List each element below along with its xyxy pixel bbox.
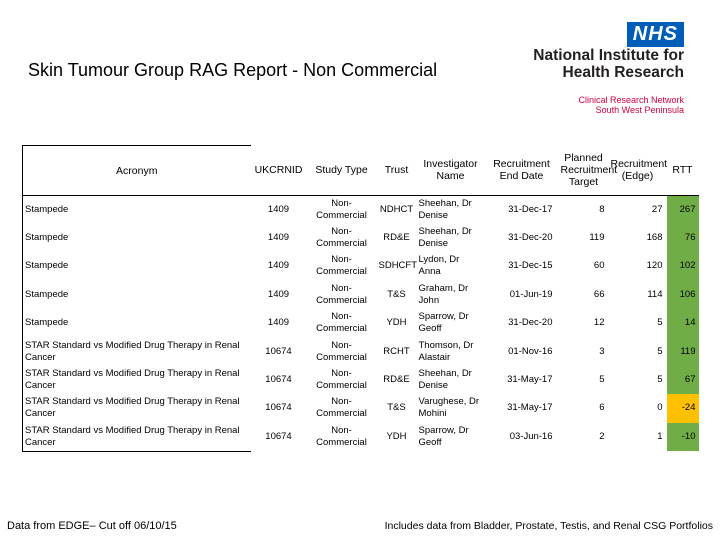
cell-ukcrnid: 1409 (267, 317, 290, 329)
cell-trust: T&S (387, 402, 406, 414)
table-row (23, 337, 699, 365)
cell-rtt: 267 (667, 196, 699, 224)
cell-acronym: STAR Standard vs Modified Drug Therapy in Renal Cancer (23, 394, 251, 422)
cell-investigator: Sheehan, Dr Denise (418, 226, 472, 250)
header-recruitment-edge: Recruitment (Edge) (609, 146, 667, 196)
cell-trust: RD&E (383, 374, 410, 386)
cell-acronym: STAR Standard vs Modified Drug Therapy in Renal Cancer (23, 366, 251, 394)
cell-recruitment: 5 (657, 374, 663, 386)
cell-ukcrnid: 1409 (267, 203, 290, 215)
cell-planned-target: 60 (593, 260, 605, 272)
logo-line-2: Health Research (562, 64, 684, 81)
cell-trust: RD&E (383, 232, 410, 244)
cell-investigator: Sheehan, Dr Denise (418, 368, 472, 392)
cell-investigator: Thomson, Dr Alastair (418, 339, 474, 363)
table-row (23, 196, 699, 224)
cell-ukcrnid: 1409 (267, 288, 290, 300)
nihr-logo (484, 22, 684, 115)
cell-planned-target: 2 (599, 430, 605, 442)
cell-study-type: Non-Commercial (316, 396, 367, 420)
cell-study-type: Non-Commercial (316, 311, 367, 335)
cell-trust: RCHT (383, 345, 410, 357)
cell-rtt: -10 (667, 423, 699, 451)
footer-note: Includes data from Bladder, Prostate, Testis, and Renal CSG Portfolios (384, 520, 713, 532)
cell-acronym: STAR Standard vs Modified Drug Therapy in Renal Cancer (23, 423, 251, 451)
cell-study-type: Non-Commercial (316, 226, 367, 250)
cell-recruitment: 1 (657, 430, 663, 442)
cell-acronym: Stampede (23, 224, 251, 252)
network-name (484, 95, 684, 115)
nhs-logo: NHS (627, 22, 684, 47)
cell-study-type: Non-Commercial (316, 282, 367, 306)
header-study-type: Study Type (307, 146, 377, 196)
cell-acronym: Stampede (23, 252, 251, 280)
header-rtt: RTT (667, 146, 699, 196)
header-ukcrnid: UKCRNID (251, 146, 307, 196)
cell-rtt: 102 (667, 252, 699, 280)
logo-line-1: National Institute for (533, 47, 684, 64)
cell-acronym: Stampede (23, 196, 251, 224)
cell-trust: YDH (386, 430, 407, 442)
table-header-row (23, 146, 699, 196)
cell-end-date: 31-May-17 (507, 402, 553, 414)
cell-end-date: 01-Nov-16 (508, 345, 553, 357)
cell-acronym: Stampede (23, 309, 251, 337)
cell-investigator: Varughese, Dr Mohini (418, 396, 480, 420)
cell-end-date: 03-Jun-16 (509, 430, 553, 442)
cell-end-date: 31-Dec-20 (508, 232, 553, 244)
cell-recruitment: 114 (647, 288, 663, 300)
header-planned-target: Planned Recruitment Target (559, 146, 609, 196)
header-trust: Trust (377, 146, 417, 196)
header-acronym: Acronym (23, 146, 251, 196)
cell-trust: NDHCT (379, 203, 414, 215)
cell-rtt: -24 (667, 394, 699, 422)
cell-investigator: Sparrow, Dr Geoff (418, 424, 469, 448)
cell-end-date: 31-Dec-20 (508, 317, 553, 329)
cell-study-type: Non-Commercial (316, 368, 367, 392)
cell-rtt: 106 (667, 281, 699, 309)
cell-ukcrnid: 10674 (265, 430, 292, 442)
cell-rtt: 119 (667, 337, 699, 365)
network-line-1: Clinical Research Network (578, 95, 684, 105)
cell-acronym: Stampede (23, 281, 251, 309)
network-line-2: South West Peninsula (595, 105, 684, 115)
cell-recruitment: 168 (646, 232, 663, 244)
cell-trust: T&S (387, 288, 406, 300)
cell-investigator: Sparrow, Dr Geoff (418, 311, 469, 335)
cell-planned-target: 6 (599, 402, 605, 414)
cell-investigator: Graham, Dr John (418, 282, 469, 306)
header-investigator: Investigator Name (417, 146, 485, 196)
cell-ukcrnid: 10674 (265, 374, 292, 386)
cell-end-date: 01-Jun-19 (509, 288, 553, 300)
cell-ukcrnid: 10674 (265, 402, 292, 414)
table-row (23, 423, 699, 451)
cell-recruitment: 27 (651, 203, 663, 215)
table-row (23, 309, 699, 337)
cell-ukcrnid: 10674 (265, 345, 292, 357)
cell-study-type: Non-Commercial (316, 197, 367, 221)
cell-acronym: STAR Standard vs Modified Drug Therapy in Renal Cancer (23, 337, 251, 365)
footer-data-source: Data from EDGE– Cut off 06/10/15 (7, 520, 177, 532)
cell-investigator: Sheehan, Dr Denise (418, 197, 472, 221)
cell-planned-target: 5 (599, 374, 605, 386)
cell-recruitment: 0 (657, 402, 663, 414)
table-row (23, 281, 699, 309)
cell-trust: YDH (386, 317, 407, 329)
cell-trust: SDHCFT (378, 260, 418, 272)
cell-end-date: 31-Dec-15 (508, 260, 553, 272)
cell-recruitment: 5 (657, 345, 663, 357)
table-row (23, 366, 699, 394)
table-row (23, 224, 699, 252)
cell-end-date: 31-May-17 (507, 374, 553, 386)
header-recruitment-end: Recruitment End Date (485, 146, 559, 196)
cell-planned-target: 12 (593, 317, 605, 329)
cell-planned-target: 66 (593, 288, 605, 300)
report-title: Skin Tumour Group RAG Report - Non Commercial (28, 60, 438, 80)
cell-planned-target: 8 (599, 203, 605, 215)
cell-recruitment: 120 (646, 260, 663, 272)
cell-planned-target: 3 (599, 345, 605, 357)
cell-ukcrnid: 1409 (267, 232, 290, 244)
cell-rtt: 14 (667, 309, 699, 337)
cell-study-type: Non-Commercial (316, 424, 367, 448)
rag-report-table (22, 145, 699, 452)
table-row (23, 252, 699, 280)
cell-rtt: 67 (667, 366, 699, 394)
cell-recruitment: 5 (657, 317, 663, 329)
cell-investigator: Lydon, Dr Anna (418, 254, 460, 278)
cell-end-date: 31-Dec-17 (508, 203, 553, 215)
table-row (23, 394, 699, 422)
cell-rtt: 76 (667, 224, 699, 252)
cell-study-type: Non-Commercial (316, 254, 367, 278)
cell-study-type: Non-Commercial (316, 339, 367, 363)
cell-planned-target: 119 (589, 232, 605, 244)
cell-ukcrnid: 1409 (267, 260, 290, 272)
